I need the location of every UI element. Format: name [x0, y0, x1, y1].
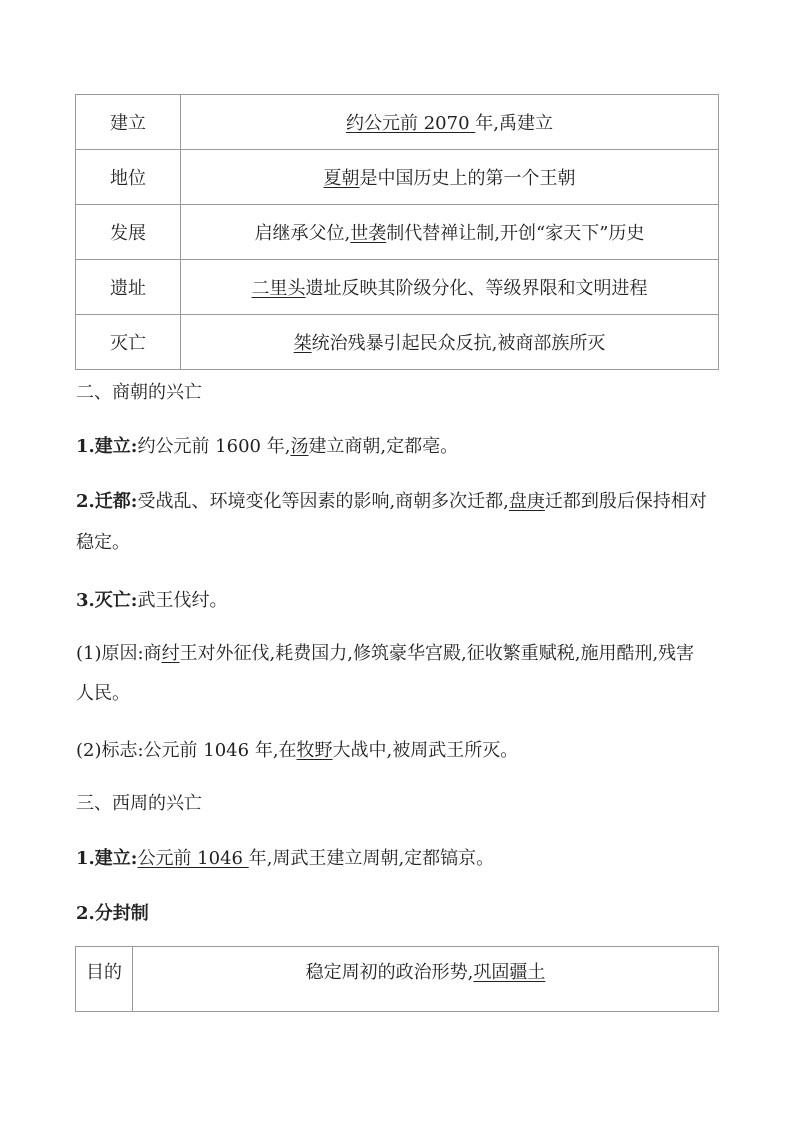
value-text: 年,禹建立	[475, 113, 553, 134]
shang-fall-cause-cont: 人民。	[76, 683, 130, 704]
row-label: 建立	[76, 95, 181, 150]
value-text: 夏朝	[323, 168, 360, 189]
row-label: 地位	[76, 150, 181, 205]
row-value	[181, 150, 719, 205]
row-value	[181, 205, 719, 260]
table-row	[76, 947, 719, 1012]
shang-fall-sign: (2)标志:公元前 1046 年,在牧野大战中,被周武王所灭。	[76, 740, 519, 761]
section-heading-shang: 二、商朝的兴亡	[76, 382, 202, 403]
value-text: 二里头	[251, 278, 306, 299]
shang-fall-cause: (1)原因:商纣王对外征伐,耗费国力,修筑豪华宫殿,征收繁重赋税,施用酷刑,残害	[76, 643, 695, 664]
value-text: 世袭	[350, 223, 387, 244]
value-text: 制代替禅让制,开创“家天下”历史	[386, 223, 645, 244]
shang-item-fall: 3.灭亡:武王伐纣。	[76, 590, 228, 611]
value-text: 统治残暴引起民众反抗,被商部族所灭	[311, 333, 606, 354]
row-label: 目的	[76, 947, 133, 1012]
row-value	[181, 95, 719, 150]
section-heading-zhou: 三、西周的兴亡	[76, 793, 202, 814]
row-label: 遗址	[76, 260, 181, 315]
value-text: 启继承父位,	[254, 223, 351, 244]
row-label: 发展	[76, 205, 181, 260]
xia-dynasty-table	[75, 94, 719, 370]
value-text: 遗址反映其阶级分化、等级界限和文明进程	[305, 278, 648, 299]
value-text: 稳定周初的政治形势,	[305, 962, 474, 983]
shang-item-capital-move-cont: 稳定。	[76, 532, 130, 553]
table-row	[76, 150, 719, 205]
table-row	[76, 315, 719, 370]
shang-item-founding: 1.建立:约公元前 1600 年,汤建立商朝,定都亳。	[76, 436, 459, 457]
value-text: 是中国历史上的第一个王朝	[359, 168, 576, 189]
value-text: 桀	[293, 333, 312, 354]
row-value	[181, 315, 719, 370]
table-row	[76, 260, 719, 315]
table-row	[76, 95, 719, 150]
shang-item-capital-move: 2.迁都:受战乱、环境变化等因素的影响,商朝多次迁都,盘庚迁都到殷后保持相对	[76, 491, 707, 512]
row-value	[181, 260, 719, 315]
zhou-item-founding: 1.建立:公元前 1046 年,周武王建立周朝,定都镐京。	[76, 848, 495, 869]
value-text: 约公元前 2070	[346, 113, 476, 134]
row-label: 灭亡	[76, 315, 181, 370]
row-value	[133, 947, 719, 1012]
value-text-underlined: 巩固疆土	[473, 962, 546, 983]
enfeoffment-table	[75, 946, 719, 1012]
zhou-item-enfeoffment: 2.分封制	[76, 903, 149, 924]
table-row	[76, 205, 719, 260]
